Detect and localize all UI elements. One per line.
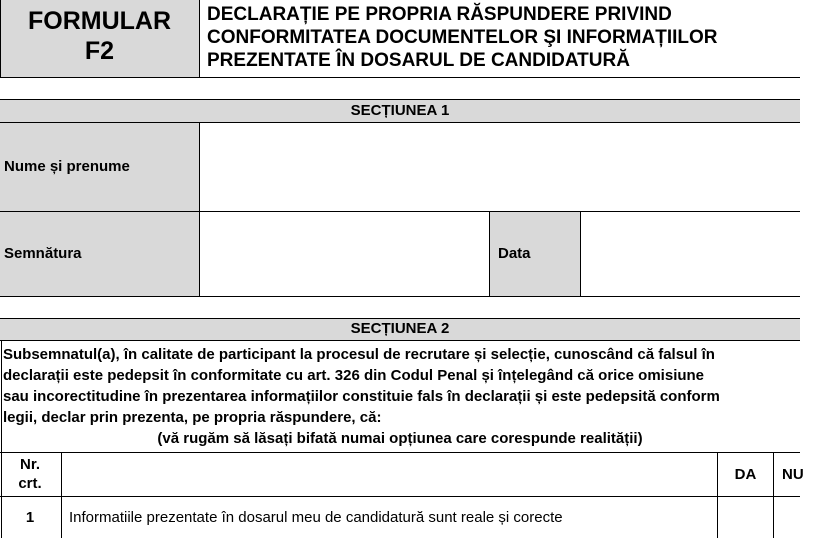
row-1-text: Informatiile prezentate în dosarul meu de candidatură sunt reale și corecte: [69, 509, 563, 526]
form-title: DECLARAȚIE PE PROPRIA RĂSPUNDERE PRIVIND CONFORMITATEA DOCUMENTELOR ŞI INFORMAȚIILOR PREZENTATE ÎN DOSARUL DE CANDIDATURĂ: [207, 4, 718, 71]
name-label: Nume și prenume: [4, 158, 130, 175]
name-field[interactable]: [201, 124, 798, 210]
form-label: FORMULAR F2: [27, 7, 172, 65]
row-1-da-checkbox[interactable]: [719, 498, 772, 538]
date-field[interactable]: [582, 213, 798, 295]
col-nr-header: Nr. crt.: [18, 456, 42, 492]
col-nu-header: NU: [782, 466, 804, 483]
section2-title: SECȚIUNEA 2: [350, 320, 450, 337]
declaration-paragraph: Subsemnatul(a), în calitate de participant la procesul de recrutare și selecție, cunoscând că falsul în declarații este pedepsit în conformitate cu art. 326 din Codul Penal și înțelegând că orice omisiune sau incorectitudine în prezentarea informațiilor constituie fals în declarații și este pedepsită conform legii, declar prin prezenta, pe propria răspundere, că:: [3, 346, 720, 426]
date-label: Data: [498, 245, 531, 262]
signature-label: Semnătura: [4, 245, 82, 262]
instruction-text: (vă rugăm să lăsați bifată numai opțiunea care corespunde realității): [157, 430, 643, 447]
signature-field[interactable]: [201, 213, 488, 295]
section1-title: SECȚIUNEA 1: [350, 102, 450, 119]
row-1-nu-checkbox[interactable]: [774, 498, 800, 538]
row-1-nr: 1: [25, 509, 35, 526]
col-da-header: DA: [734, 466, 757, 483]
